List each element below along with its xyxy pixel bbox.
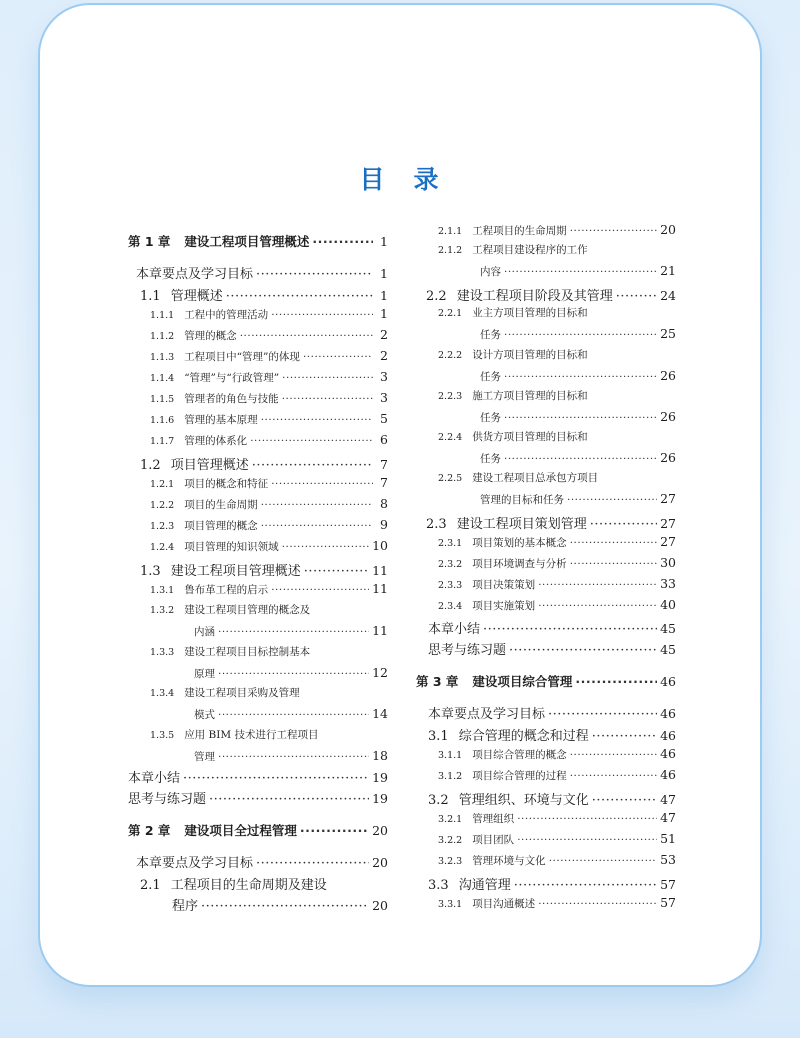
- toc-entry-title: 项目策划的基本概念: [472, 537, 567, 549]
- toc-entry[interactable]: [128, 821, 388, 839]
- toc-entry-page: 26: [660, 368, 676, 383]
- toc-entry-page: 14: [372, 706, 388, 721]
- toc-leader-dots: [256, 267, 373, 282]
- toc-leader-dots: [616, 289, 657, 304]
- toc-entry-page: 53: [660, 852, 676, 867]
- toc-entry-page: 1: [380, 234, 388, 249]
- toc-entry-number: 3.3: [428, 878, 449, 893]
- toc-entry-number: 第 1 章: [128, 234, 171, 249]
- toc-entry-number: 1.3.5: [150, 730, 175, 741]
- toc-entry-number: 1.2.3: [150, 521, 175, 532]
- toc-leader-dots: [590, 517, 657, 532]
- toc-entry-title: 项目的生命周期: [184, 499, 258, 511]
- toc-entry[interactable]: [416, 450, 676, 466]
- toc-leader-dots: [282, 393, 373, 405]
- toc-entry-page: 1: [380, 306, 388, 321]
- toc-entry[interactable]: [128, 767, 388, 786]
- toc-entry-title: 管理的目标和任务: [480, 494, 564, 506]
- toc-entry-page: 45: [660, 621, 676, 636]
- toc-entry-title: 建设工程项目管理概述: [184, 234, 310, 249]
- toc-entry-title: 项目管理的概念: [184, 520, 258, 532]
- toc-leader-dots: [538, 579, 657, 591]
- toc-entry[interactable]: [128, 602, 388, 617]
- toc-entry-number: 2.1.2: [438, 245, 463, 256]
- toc-entry-title: 项目环境调查与分析: [472, 558, 567, 570]
- toc-leader-dots: [282, 372, 373, 384]
- toc-entry-title: 管理: [194, 751, 215, 763]
- toc-entry[interactable]: [416, 534, 676, 550]
- toc-entry-title: 项目管理概述: [170, 458, 249, 473]
- toc-entry[interactable]: [416, 852, 676, 868]
- toc-leader-dots: [483, 622, 657, 637]
- toc-leader-dots: [509, 643, 657, 658]
- toc-leader-dots: [201, 899, 369, 914]
- toc-entry-title: 设计方项目管理的目标和: [472, 349, 588, 361]
- toc-entry-number: 2.3: [426, 517, 447, 532]
- toc-leader-dots: [271, 584, 369, 596]
- toc-entry[interactable]: [128, 454, 388, 473]
- toc-entry-page: 19: [372, 770, 388, 785]
- toc-leader-dots: [250, 435, 373, 447]
- toc-entry-page: 46: [660, 728, 676, 743]
- toc-entry-page: 11: [372, 563, 388, 578]
- toc-entry[interactable]: [416, 810, 676, 826]
- toc-entry-number: 2.3.1: [438, 538, 463, 549]
- toc-entry-number: 1.3.2: [150, 605, 175, 616]
- toc-entry[interactable]: [416, 703, 676, 722]
- toc-entry-page: 24: [660, 288, 676, 303]
- toc-leader-dots: [504, 266, 657, 278]
- toc-entry-number: 3.2.2: [438, 835, 463, 846]
- toc-entry-title: 建设工程项目采购及管理: [184, 687, 300, 699]
- toc-entry[interactable]: [416, 597, 676, 613]
- toc-entry[interactable]: [416, 746, 676, 762]
- toc-entry[interactable]: [416, 639, 676, 658]
- toc-entry-number: 1.2: [140, 458, 161, 473]
- toc-entry[interactable]: [128, 874, 388, 893]
- toc-entry-title: 项目沟通概述: [472, 898, 536, 910]
- toc-leader-dots: [517, 813, 657, 825]
- toc-entry[interactable]: [128, 475, 388, 491]
- toc-leader-dots: [504, 453, 657, 465]
- toc-leader-dots: [303, 351, 373, 363]
- toc-entry[interactable]: [128, 327, 388, 343]
- toc-entry[interactable]: [416, 874, 676, 893]
- toc-entry[interactable]: [416, 222, 676, 238]
- toc-entry[interactable]: [128, 411, 388, 427]
- toc-entry-title: 管理组织、环境与文化: [458, 793, 589, 808]
- toc-entry[interactable]: [128, 581, 388, 597]
- toc-entry[interactable]: [416, 618, 676, 637]
- toc-leader-dots: [570, 770, 657, 782]
- toc-entry-page: 47: [660, 810, 676, 825]
- toc-entry-title: 本章要点及学习目标: [136, 267, 254, 282]
- toc-entry[interactable]: [128, 623, 388, 639]
- toc-entry-number: 1.1.7: [150, 436, 175, 447]
- toc-entry-page: 12: [372, 665, 388, 680]
- toc-entry-title: 管理环境与文化: [472, 855, 546, 867]
- toc-entry-title: 本章要点及学习目标: [428, 707, 546, 722]
- toc-entry-page: 46: [660, 706, 676, 721]
- toc-entry-page: 10: [372, 538, 388, 553]
- toc-entry-number: 2.2.1: [438, 308, 463, 319]
- toc-entry[interactable]: [416, 555, 676, 571]
- toc-entry-number: 1.3.1: [150, 585, 175, 596]
- toc-entry-page: 33: [660, 576, 676, 591]
- toc-entry-page: 21: [660, 263, 676, 278]
- toc-leader-dots: [218, 751, 369, 763]
- toc-leader-dots: [218, 668, 369, 680]
- toc-leader-dots: [549, 855, 657, 867]
- toc-entry-number: 2.1: [140, 878, 161, 893]
- toc-entry-title: 工程项目的生命周期: [472, 225, 567, 237]
- toc-entry-page: 19: [372, 791, 388, 806]
- toc-entry-title: 内容: [480, 266, 501, 278]
- toc-entry[interactable]: [128, 706, 388, 722]
- toc-entry-page: 47: [660, 792, 676, 807]
- toc-entry[interactable]: [128, 285, 388, 304]
- toc-entry-number: 2.3.2: [438, 559, 463, 570]
- toc-leader-dots: [300, 823, 369, 838]
- toc-entry-page: 46: [660, 674, 676, 689]
- toc-leader-dots: [538, 898, 657, 910]
- toc-entry[interactable]: [416, 513, 676, 532]
- toc-entry-number: 2.1.1: [438, 226, 463, 237]
- toc-leader-dots: [261, 414, 373, 426]
- toc-leader-dots: [226, 289, 373, 304]
- toc-entry[interactable]: [128, 232, 388, 250]
- toc-entry-title: 工程项目中“管理”的体现: [184, 351, 300, 363]
- toc-leader-dots: [271, 478, 373, 490]
- toc-entry-number: 1.1.3: [150, 352, 175, 363]
- toc-entry-number: 3.2.3: [438, 856, 463, 867]
- toc-entry-number: 3.2: [428, 793, 449, 808]
- toc-entry-title: 本章要点及学习目标: [136, 856, 254, 871]
- toc-entry-title: 项目团队: [472, 834, 515, 846]
- toc-leader-dots: [570, 225, 657, 237]
- toc-entry-page: 3: [380, 369, 388, 384]
- toc-entry-page: 26: [660, 409, 676, 424]
- toc-entry-number: 3.1.2: [438, 771, 463, 782]
- toc-entry-title: 应用 BIM 技术进行工程项目: [184, 729, 319, 741]
- toc-entry-number: 1.2.4: [150, 542, 175, 553]
- toc-entry-page: 27: [660, 534, 676, 549]
- toc-entry-title: 建设工程项目阶段及其管理: [456, 289, 613, 304]
- toc-entry[interactable]: [416, 409, 676, 425]
- toc-entry-title: 管理概述: [170, 289, 223, 304]
- toc-entry-page: 27: [660, 491, 676, 506]
- toc-leader-dots: [504, 329, 657, 341]
- toc-leader-dots: [514, 878, 657, 893]
- toc-title: 目 录: [359, 165, 441, 194]
- toc-entry-title: 工程项目建设程序的工作: [472, 244, 588, 256]
- toc-leader-dots: [570, 749, 657, 761]
- toc-entry-title: 建设项目全过程管理: [184, 823, 297, 838]
- toc-leader-dots: [261, 520, 373, 532]
- toc-leader-dots: [261, 499, 373, 511]
- toc-entry-number: 3.2.1: [438, 814, 463, 825]
- toc-leader-dots: [504, 412, 657, 424]
- toc-entry-title: 工程中的管理活动: [184, 309, 269, 321]
- toc-entry[interactable]: [128, 432, 388, 448]
- toc-leader-dots: [538, 600, 657, 612]
- toc-entry[interactable]: [128, 727, 388, 742]
- toc-entry-title: 供货方项目管理的目标和: [472, 431, 588, 443]
- toc-entry-page: 46: [660, 746, 676, 761]
- toc-entry-page: 11: [372, 623, 388, 638]
- toc-entry-page: 26: [660, 450, 676, 465]
- toc-entry-page: 1: [380, 266, 388, 281]
- toc-entry[interactable]: [128, 748, 388, 764]
- toc-entry-page: 20: [372, 823, 388, 838]
- toc-entry[interactable]: [128, 788, 388, 807]
- toc-leader-dots: [209, 792, 369, 807]
- toc-leader-dots: [240, 330, 373, 342]
- toc-entry[interactable]: [128, 685, 388, 700]
- toc-entry[interactable]: [416, 470, 676, 485]
- toc-entry-title: 综合管理的概念和过程: [458, 729, 589, 744]
- toc-entry[interactable]: [128, 263, 388, 282]
- toc-entry-title: 项目综合管理的概念: [472, 749, 567, 761]
- toc-entry-title: 内涵: [194, 626, 215, 638]
- toc-entry-title: 管理组织: [472, 813, 515, 825]
- toc-entry-page: 11: [372, 581, 388, 596]
- toc-entry-number: 2.3.3: [438, 580, 463, 591]
- toc-entry[interactable]: [416, 285, 676, 304]
- toc-leader-dots: [218, 626, 369, 638]
- toc-entry-title: 思考与练习题: [428, 643, 507, 658]
- toc-entry-page: 20: [660, 222, 676, 237]
- toc-entry-title: 建设工程项目策划管理: [456, 517, 587, 532]
- toc-entry-number: 1.2.1: [150, 479, 175, 490]
- toc-entry[interactable]: [416, 242, 676, 257]
- toc-entry[interactable]: [128, 390, 388, 406]
- toc-leader-dots: [218, 709, 369, 721]
- toc-entry-title: 原理: [194, 668, 215, 680]
- toc-entry-title: 工程项目的生命周期及建设: [170, 878, 327, 893]
- toc-entry-page: 20: [372, 898, 388, 913]
- toc-entry-number: 3.1.1: [438, 750, 463, 761]
- toc-entry[interactable]: [416, 347, 676, 362]
- toc-entry-number: 3.1: [428, 729, 449, 744]
- toc-entry-number: 1.1.5: [150, 394, 175, 405]
- toc-entry[interactable]: [416, 491, 676, 507]
- toc-entry-title: 任务: [480, 453, 501, 465]
- toc-entry[interactable]: [416, 326, 676, 342]
- toc-entry-page: 57: [660, 877, 676, 892]
- toc-entry[interactable]: [416, 576, 676, 592]
- toc-entry-page: 46: [660, 767, 676, 782]
- toc-entry-page: 45: [660, 642, 676, 657]
- toc-leader-dots: [304, 564, 369, 579]
- toc-entry[interactable]: [416, 368, 676, 384]
- toc-leader-dots: [517, 834, 657, 846]
- toc-entry[interactable]: [128, 852, 388, 871]
- toc-entry-number: 1.1.6: [150, 415, 175, 426]
- toc-entry-number: 3.3.1: [438, 899, 463, 910]
- toc-entry[interactable]: [416, 895, 676, 911]
- toc-entry-number: 1.3: [140, 564, 161, 579]
- toc-entry[interactable]: [416, 263, 676, 279]
- toc-entry-page: 7: [380, 457, 388, 472]
- toc-entry-number: 1.1.4: [150, 373, 175, 384]
- toc-entry-number: 2.2: [426, 289, 447, 304]
- toc-leader-dots: [567, 494, 657, 506]
- toc-entry-number: 1.2.2: [150, 500, 175, 511]
- toc-entry-number: 2.3.4: [438, 601, 463, 612]
- toc-entry-title: 管理的基本原理: [184, 414, 258, 426]
- toc-entry-number: 2.2.4: [438, 432, 463, 443]
- toc-entry[interactable]: [128, 517, 388, 533]
- toc-entry-number: 2.2.3: [438, 391, 463, 402]
- toc-entry[interactable]: [128, 538, 388, 554]
- toc-entry-title: 任务: [480, 371, 501, 383]
- toc-entry-page: 18: [372, 748, 388, 763]
- toc-entry-title: 建设工程项目总承包方项目: [472, 472, 599, 484]
- toc-entry[interactable]: [416, 388, 676, 403]
- toc-entry-number: 2.2.5: [438, 473, 463, 484]
- toc-leader-dots: [570, 537, 657, 549]
- toc-entry[interactable]: [416, 767, 676, 783]
- toc-entry[interactable]: [416, 789, 676, 808]
- toc-entry-title: 建设工程项目管理概述: [170, 564, 301, 579]
- toc-entry-page: 1: [380, 288, 388, 303]
- toc-entry[interactable]: [128, 560, 388, 579]
- toc-entry-page: 51: [660, 831, 676, 846]
- toc-entry-title: 沟通管理: [458, 878, 511, 893]
- toc-entry-title: 项目决策策划: [472, 579, 536, 591]
- toc-entry-title: 业主方项目管理的目标和: [472, 307, 588, 319]
- toc-entry-number: 1.3.4: [150, 688, 175, 699]
- toc-entry-number: 1.1.1: [150, 310, 175, 321]
- toc-entry-title: 施工方项目管理的目标和: [472, 390, 588, 402]
- toc-entry-page: 57: [660, 895, 676, 910]
- toc-entry-page: 9: [380, 517, 388, 532]
- toc-leader-dots: [271, 309, 373, 321]
- toc-leader-dots: [312, 234, 373, 249]
- toc-entry-title: 建设项目综合管理: [472, 674, 573, 689]
- toc-entry-title: 本章小结: [428, 622, 481, 637]
- toc-entry[interactable]: [128, 895, 388, 914]
- toc-entry-title: 建设工程项目目标控制基本: [184, 646, 311, 658]
- toc-entry[interactable]: [128, 306, 388, 322]
- toc-entry-page: 8: [380, 496, 388, 511]
- toc-entry-page: 2: [380, 327, 388, 342]
- toc-entry[interactable]: [128, 348, 388, 364]
- toc-entry-page: 2: [380, 348, 388, 363]
- toc-leader-dots: [570, 558, 657, 570]
- toc-entry-page: 27: [660, 516, 676, 531]
- toc-entry-title: 鲁布革工程的启示: [184, 584, 269, 596]
- toc-entry[interactable]: [128, 369, 388, 385]
- toc-entry-title: 项目实施策划: [472, 600, 536, 612]
- toc-entry[interactable]: [128, 665, 388, 681]
- toc-leader-dots: [575, 674, 657, 689]
- toc-entry-title: 管理的体系化: [184, 435, 248, 447]
- toc-entry-page: 3: [380, 390, 388, 405]
- toc-entry-title: 本章小结: [128, 771, 181, 786]
- toc-leader-dots: [504, 371, 657, 383]
- toc-entry-page: 6: [380, 432, 388, 447]
- toc-entry[interactable]: [416, 672, 676, 690]
- toc-leader-dots: [183, 771, 369, 786]
- toc-entry-title: 任务: [480, 412, 501, 424]
- toc-entry[interactable]: [416, 305, 676, 320]
- toc-entry-title: 思考与练习题: [128, 792, 207, 807]
- toc-entry-number: 1.3.3: [150, 647, 175, 658]
- toc-entry-title: 管理者的角色与技能: [184, 393, 279, 405]
- toc-entry-number: 1.1.2: [150, 331, 175, 342]
- toc-entry-page: 5: [380, 411, 388, 426]
- toc-entry-title: 项目管理的知识领域: [184, 541, 279, 553]
- toc-leader-dots: [252, 458, 373, 473]
- toc-leader-dots: [548, 707, 657, 722]
- toc-entry-title: 模式: [194, 709, 215, 721]
- toc-leader-dots: [256, 856, 369, 871]
- toc-entry-title: 程序: [172, 899, 199, 914]
- toc-entry[interactable]: [416, 831, 676, 847]
- toc-entry-title: 项目综合管理的过程: [472, 770, 567, 782]
- toc-entry-title: “管理”与“行政管理”: [184, 372, 280, 384]
- toc-entry-number: 第 2 章: [128, 823, 171, 838]
- toc-entry-number: 2.2.2: [438, 350, 463, 361]
- toc-entry-title: 项目的概念和特征: [184, 478, 269, 490]
- toc-entry[interactable]: [416, 429, 676, 444]
- toc-leader-dots: [592, 729, 657, 744]
- toc-entry-number: 1.1: [140, 289, 161, 304]
- toc-entry-page: 25: [660, 326, 676, 341]
- toc-entry-title: 建设工程项目管理的概念及: [184, 604, 311, 616]
- toc-entry[interactable]: [416, 725, 676, 744]
- toc-entry[interactable]: [128, 496, 388, 512]
- toc-entry[interactable]: [128, 644, 388, 659]
- toc-entry-page: 7: [380, 475, 388, 490]
- toc-entry-title: 管理的概念: [184, 330, 237, 342]
- toc-entry-page: 40: [660, 597, 676, 612]
- toc-entry-title: 任务: [480, 329, 501, 341]
- toc-leader-dots: [282, 541, 369, 553]
- toc-leader-dots: [592, 793, 657, 808]
- toc-entry-number: 第 3 章: [416, 674, 459, 689]
- toc-entry-page: 30: [660, 555, 676, 570]
- toc-entry-page: 20: [372, 855, 388, 870]
